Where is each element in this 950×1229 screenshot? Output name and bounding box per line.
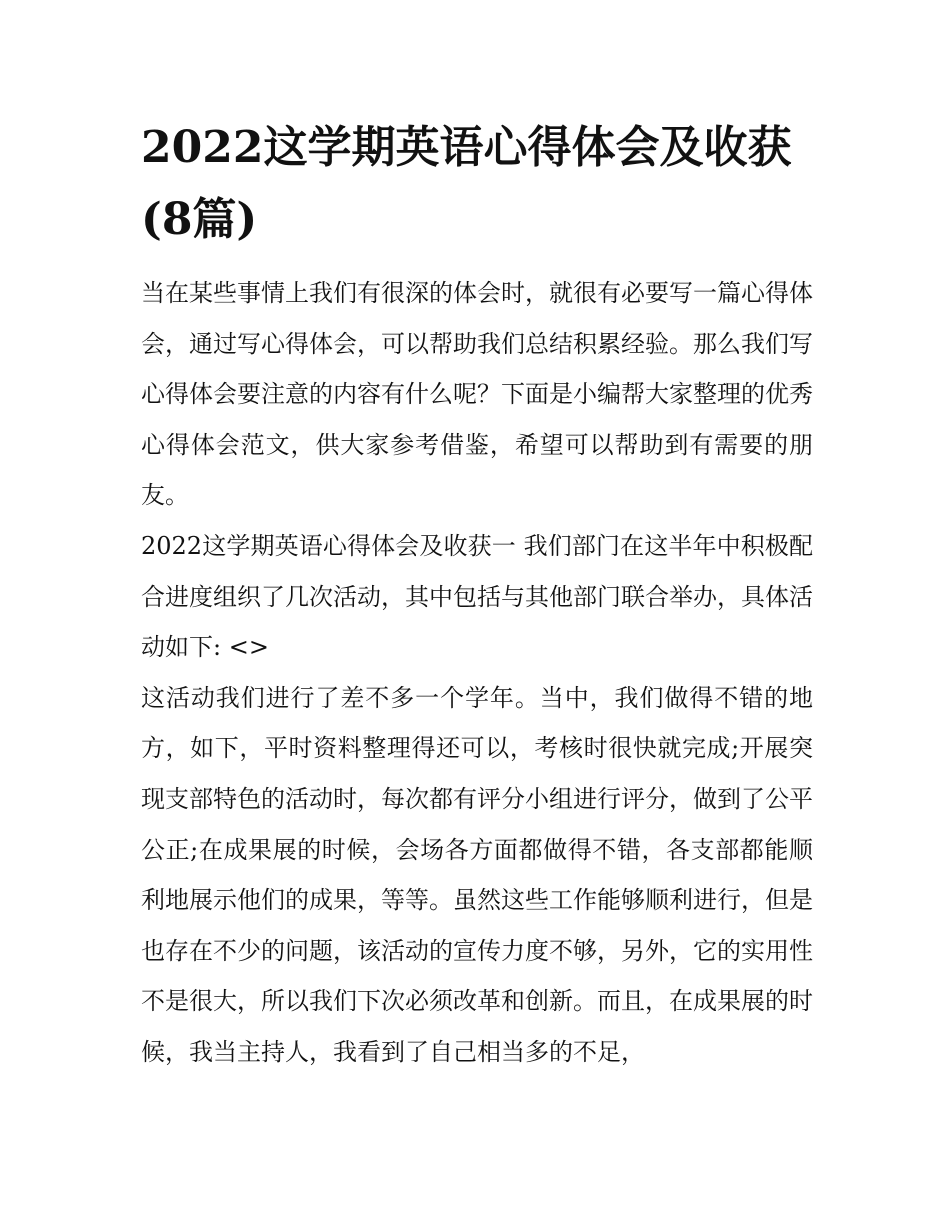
document-body — [141, 268, 813, 1078]
paragraph-activity: 这活动我们进行了差不多一个学年。当中，我们做得不错的地方，如下，平时资料整理得还可以，考核时很快就完成;开展突现支部特色的活动时，每次都有评分小组进行评分，做到了公平公正;在成果展的时候，会场各方面都做得不错，各支部都能顺利地展示他们的成果，等等。虽然这些工作能够顺利进行，但是也存在不少的问题，该活动的宣传力度不够，另外，它的实用性不是很大，所以我们下次必须改革和创新。而且，在成果展的时候，我当主持人，我看到了自己相当多的不足， — [141, 683, 813, 1066]
document-title: 2022这学期英语心得体会及收获(8篇) — [141, 122, 792, 245]
paragraph-section-one: 2022这学期英语心得体会及收获一 我们部门在这半年中积极配合进度组织了几次活动，其中包括与其他部门联合举办，具体活动如下: <> — [141, 531, 813, 662]
document-page — [141, 112, 813, 1078]
paragraph-intro: 当在某些事情上我们有很深的体会时，就很有必要写一篇心得体会，通过写心得体会，可以帮助我们总结积累经验。那么我们写心得体会要注意的内容有什么呢？下面是小编帮大家整理的优秀心得体会范文，供大家参考借鉴，希望可以帮助到有需要的朋友。 — [141, 279, 813, 510]
